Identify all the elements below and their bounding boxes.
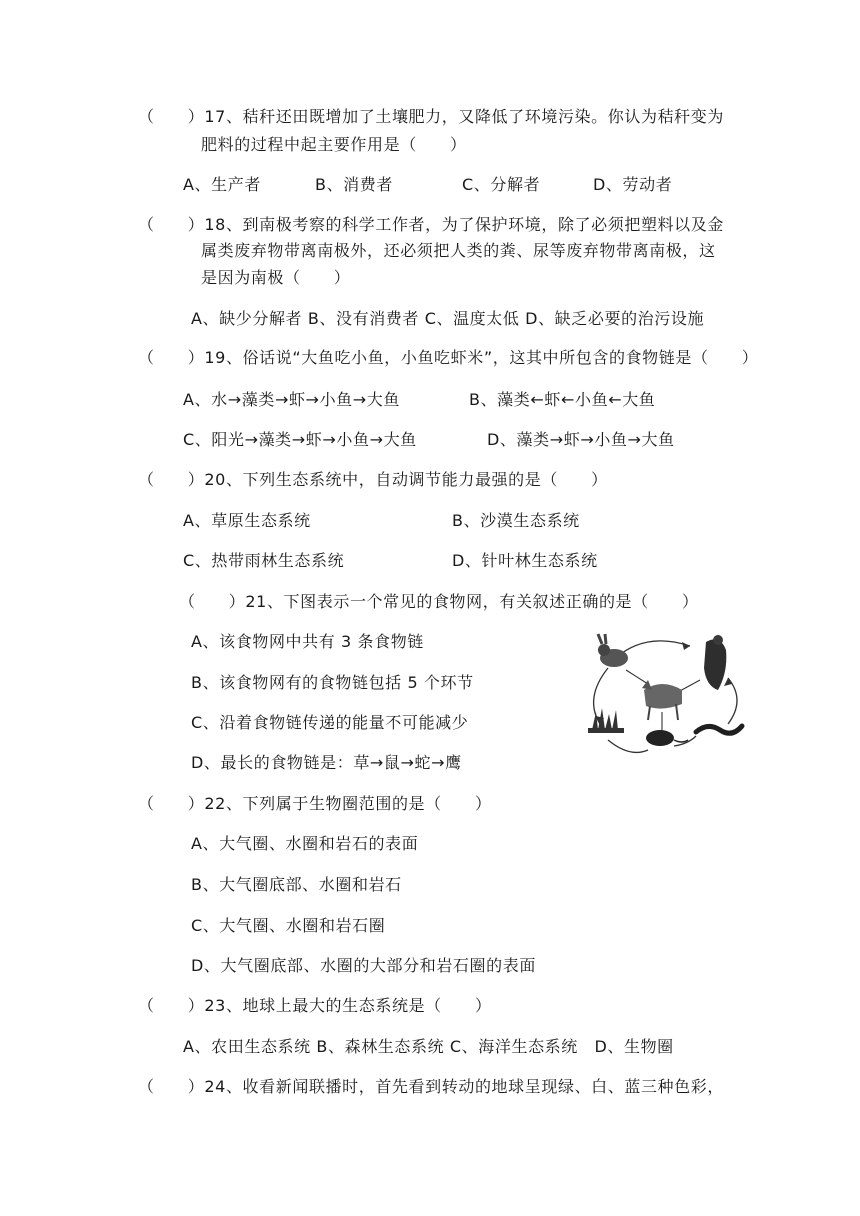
- q20-option-b: B、沙漠生态系统: [452, 511, 580, 530]
- q20-option-d: D、针叶林生态系统: [452, 551, 598, 570]
- q17-stem-line2: 肥料的过程中起主要作用是（ ）: [201, 135, 467, 154]
- q18-stem-line3: 是因为南极（ ）: [201, 268, 351, 287]
- q19-option-c: C、阳光→藻类→虾→小鱼→大鱼: [183, 430, 417, 449]
- q21-option-c: C、沿着食物链传递的能量不可能减少: [191, 713, 469, 732]
- q17-option-d: D、劳动者: [593, 175, 673, 194]
- q22-option-d: D、大气圈底部、水圈的大部分和岩石圈的表面: [191, 956, 536, 975]
- q21-stem-line1: （ ）21、下图表示一个常见的食物网，有关叙述正确的是（ ）: [179, 592, 699, 611]
- q22-option-b: B、大气圈底部、水圈和岩石: [191, 875, 402, 894]
- food-web-illustration: [578, 628, 750, 764]
- q19-option-b: B、藻类←虾←小鱼←大鱼: [469, 390, 656, 409]
- q19-stem-line1: （ ）19、俗话说“大鱼吃小鱼，小鱼吃虾米”，这其中所包含的食物链是（ ）: [138, 348, 759, 367]
- q17-stem-line1: （ ）17、秸秆还田既增加了土壤肥力，又降低了环境污染。你认为秸秆变为: [138, 107, 724, 126]
- q22-stem-line1: （ ）22、下列属于生物圈范围的是（ ）: [138, 794, 492, 813]
- q22-option-a: A、大气圈、水圈和岩石的表面: [191, 834, 419, 853]
- q22-option-c: C、大气圈、水圈和岩石圈: [191, 916, 386, 935]
- q21-option-a: A、该食物网中共有 3 条食物链: [191, 632, 424, 651]
- q17-option-b: B、消费者: [315, 175, 393, 194]
- q24-stem-line1: （ ）24、收看新闻联播时，首先看到转动的地球呈现绿、白、蓝三种色彩，: [138, 1077, 724, 1096]
- q21-option-b: B、该食物网有的食物链包括 5 个环节: [191, 673, 474, 692]
- q20-option-a: A、草原生态系统: [183, 511, 311, 530]
- q20-stem-line1: （ ）20、下列生态系统中，自动调节能力最强的是（ ）: [138, 470, 608, 489]
- q21-option-d: D、最长的食物链是：草→鼠→蛇→鹰: [191, 753, 462, 772]
- q17-option-a: A、生产者: [183, 175, 261, 194]
- q17-option-c: C、分解者: [462, 175, 541, 194]
- q18-options: A、缺少分解者 B、没有消费者 C、温度太低 D、缺乏必要的治污设施: [191, 309, 705, 328]
- q18-stem-line1: （ ）18、到南极考察的科学工作者，为了保护环境，除了必须把塑料以及金: [138, 215, 724, 234]
- q20-option-c: C、热带雨林生态系统: [183, 551, 345, 570]
- q23-stem-line1: （ ）23、地球上最大的生态系统是（ ）: [138, 996, 492, 1015]
- q18-stem-line2: 属类废弃物带离南极外，还必须把人类的粪、尿等废弃物带离南极，这: [201, 241, 716, 260]
- q19-option-d: D、藻类→虾→小鱼→大鱼: [487, 430, 675, 449]
- q19-option-a: A、水→藻类→虾→小鱼→大鱼: [183, 390, 400, 409]
- q23-options: A、农田生态系统 B、森林生态系统 C、海洋生态系统 D、生物圈: [183, 1037, 674, 1056]
